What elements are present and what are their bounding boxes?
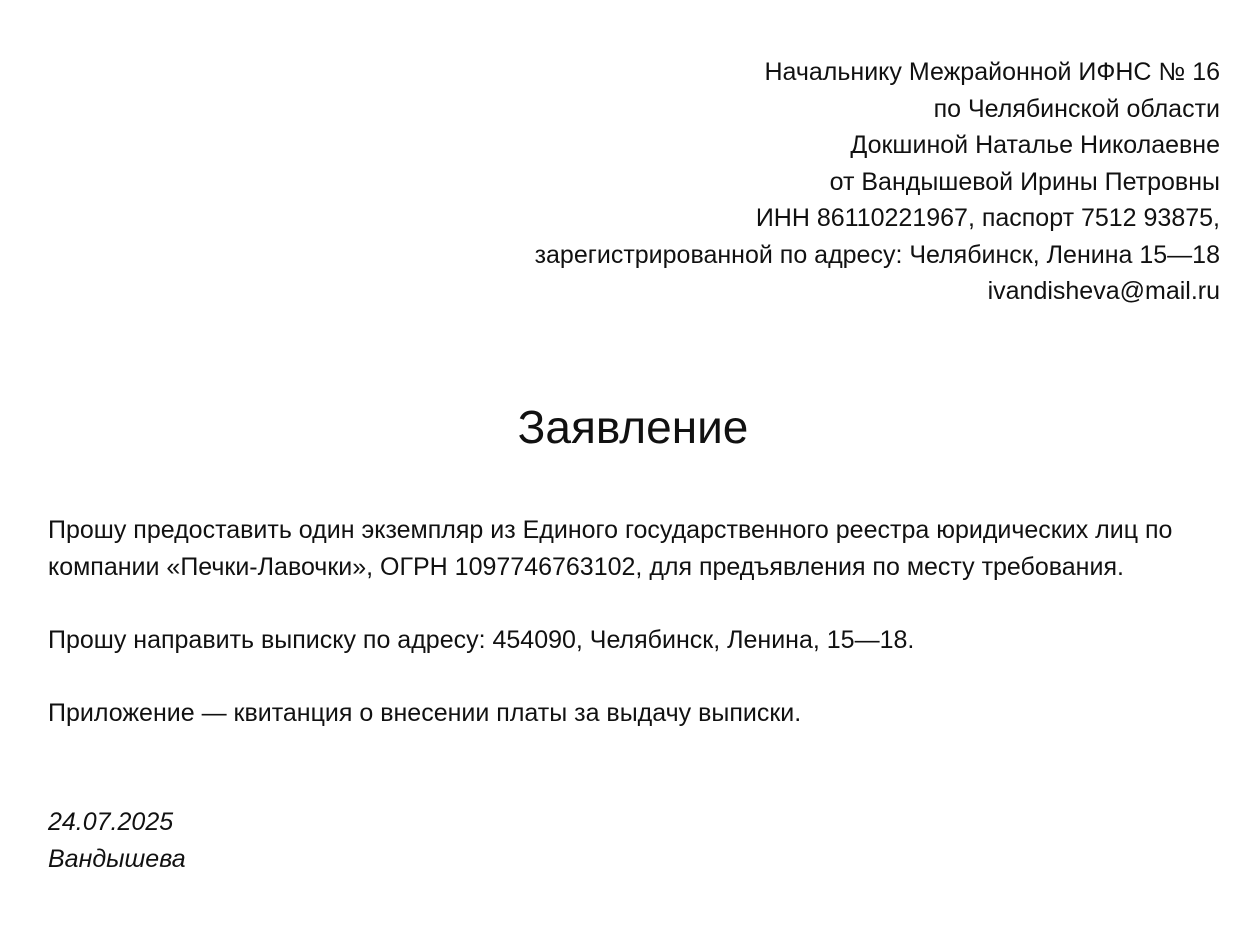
- addressee-block: [535, 54, 1220, 310]
- attachment-paragraph: Приложение — квитанция о внесении платы за выдачу выписки.: [48, 698, 802, 727]
- applicant-line-email: ivandisheva@mail.ru: [987, 277, 1220, 305]
- signature-date: 24.07.2025: [48, 808, 174, 836]
- request-paragraph: Прошу предоставить один экземпляр из Единого государственного реестра юридических лиц по компании «Печки-Лавочки», ОГРН 1097746763102, для предъявления по месту требования.: [48, 516, 1173, 581]
- addressee-line-name: Докшиной Наталье Николаевне: [850, 131, 1220, 159]
- addressee-line-head: Начальнику Межрайонной ИФНС № 16: [764, 58, 1220, 86]
- document-body: [48, 512, 1218, 731]
- applicant-line-name: от Вандышевой Ирины Петровны: [829, 167, 1220, 196]
- signature-block: [48, 804, 186, 877]
- signature-name: Вандышева: [48, 844, 186, 873]
- document-title: Заявление: [517, 401, 749, 453]
- applicant-line-ids: ИНН 86110221967, паспорт 7512 93875,: [755, 204, 1220, 232]
- delivery-address-paragraph: Прошу направить выписку по адресу: 454090, Челябинск, Ленина, 15—18.: [48, 625, 915, 654]
- applicant-line-address: зарегистрированной по адресу: Челябинск, Ленина 15—18: [534, 240, 1220, 269]
- addressee-line-region: по Челябинской области: [933, 94, 1220, 123]
